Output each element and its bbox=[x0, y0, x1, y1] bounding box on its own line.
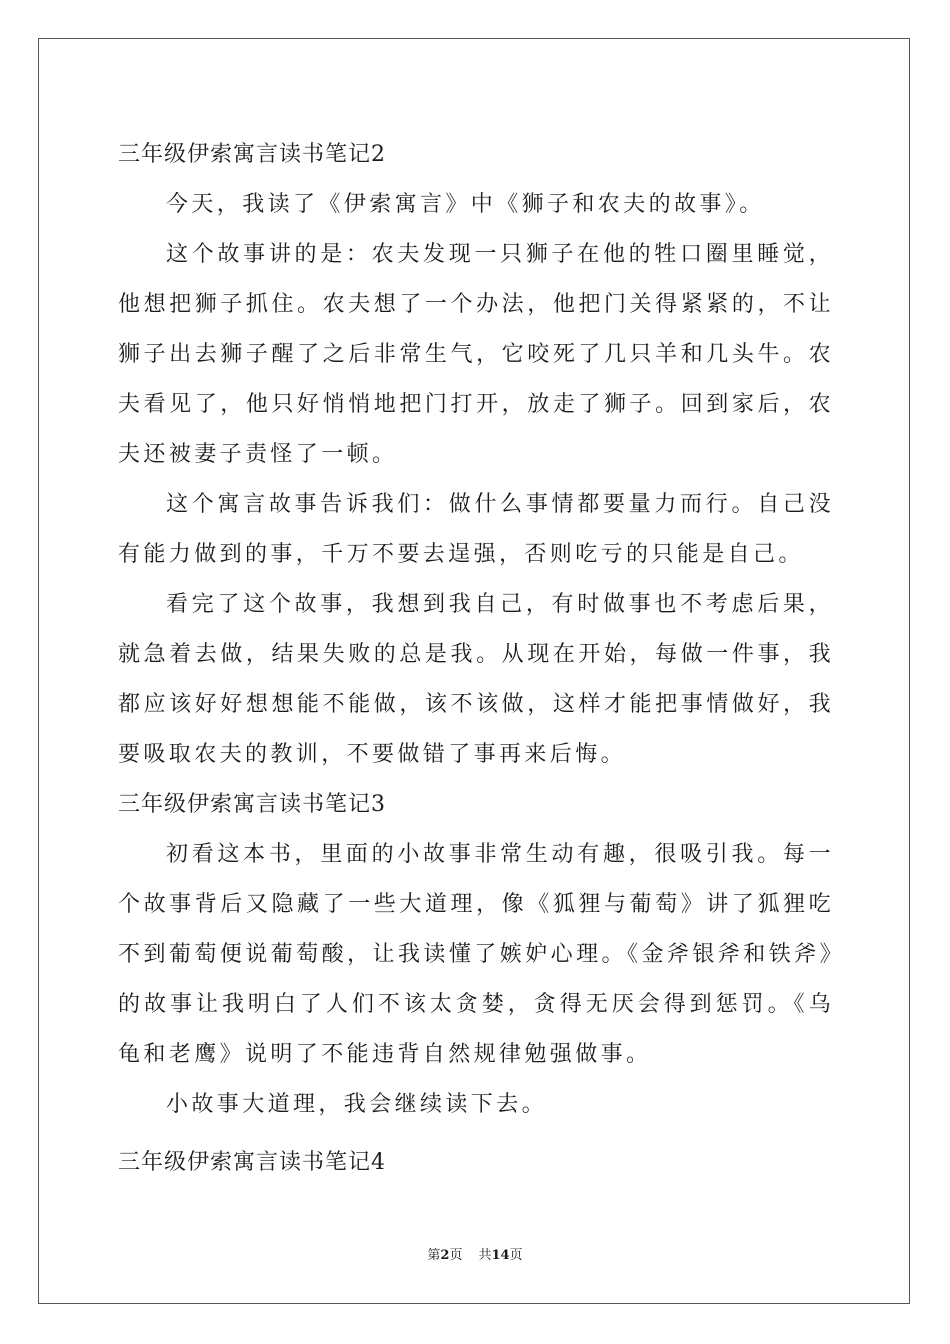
paragraph: 这个故事讲的是：农夫发现一只狮子在他的牲口圈里睡觉，他想把狮子抓住。农夫想了一个办法，他把门关得紧紧的，不让狮子出去狮子醒了之后非常生气，它咬死了几只羊和几头牛。农夫看见了，他只好悄悄地把门打开，放走了狮子。回到家后，农夫还被妻子责怪了一顿。 bbox=[118, 242, 834, 467]
current-page-number: 2 bbox=[440, 1248, 450, 1263]
paragraph: 小故事大道理，我会继续读下去。 bbox=[166, 1092, 548, 1117]
section-heading: 三年级伊索寓言读书笔记4 bbox=[118, 1150, 386, 1175]
total-prefix: 共 bbox=[478, 1248, 492, 1263]
page-footer bbox=[0, 1246, 950, 1266]
document-body bbox=[118, 130, 834, 1188]
total-page-number: 14 bbox=[491, 1248, 510, 1263]
paragraph: 今天，我读了《伊索寓言》中《狮子和农夫的故事》。 bbox=[166, 192, 765, 217]
page-suffix: 页 bbox=[449, 1248, 463, 1263]
total-suffix: 页 bbox=[509, 1248, 523, 1263]
paragraph: 初看这本书，里面的小故事非常生动有趣，很吸引我。每一个故事背后又隐藏了一些大道理，像《狐狸与葡萄》讲了狐狸吃不到葡萄便说葡萄酸，让我读懂了嫉妒心理。《金斧银斧和铁斧》的故事让我明白了人们不该太贪婪，贪得无厌会得到惩罚。《乌龟和老鹰》说明了不能违背自然规律勉强做事。 bbox=[118, 842, 834, 1067]
section-heading: 三年级伊索寓言读书笔记2 bbox=[118, 142, 386, 167]
section-heading: 三年级伊索寓言读书笔记3 bbox=[118, 792, 386, 817]
paragraph: 看完了这个故事，我想到我自己，有时做事也不考虑后果，就急着去做，结果失败的总是我。从现在开始，每做一件事，我都应该好好想想能不能做，该不该做，这样才能把事情做好，我要吸取农夫的教训，不要做错了事再来后悔。 bbox=[118, 592, 834, 767]
paragraph: 这个寓言故事告诉我们：做什么事情都要量力而行。自己没有能力做到的事，千万不要去逞强，否则吃亏的只能是自己。 bbox=[118, 492, 834, 567]
page-prefix: 第 bbox=[427, 1248, 441, 1263]
